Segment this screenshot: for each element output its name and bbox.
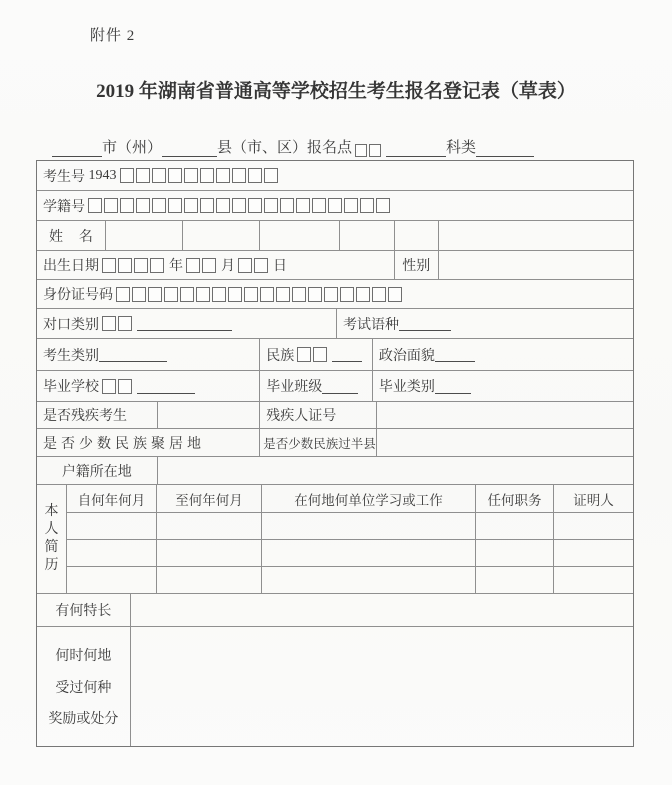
minority-half-county-label-cell: [259, 429, 376, 456]
awards-entry-cell: [130, 627, 633, 746]
attachment-label: 附件 2: [90, 28, 136, 44]
form-title: 2019 年湖南省普通高等学校招生考生报名登记表（草表）: [96, 81, 576, 102]
id-card-boxes: [116, 287, 404, 302]
id-card-cell: [37, 280, 633, 308]
graduate-type-cell: [372, 371, 633, 401]
digit-box: [369, 144, 381, 157]
birthdate-cell: [37, 251, 394, 279]
minority-area-label-cell: [37, 429, 259, 456]
resume-empty-cell: [475, 567, 553, 593]
ethnicity-label: 民族: [266, 348, 295, 364]
gender-label-cell: [394, 251, 438, 279]
digit-box: [344, 198, 358, 213]
digit-box: [134, 258, 148, 273]
awards-label-line: 何时何地: [55, 648, 112, 664]
digit-box: [355, 144, 367, 157]
resume-section: [37, 484, 633, 593]
digit-box: [168, 168, 182, 183]
digit-box: [184, 168, 198, 183]
resume-col-position: 任何职务: [475, 485, 553, 512]
minority-entry-cell: [376, 429, 633, 456]
digit-box: [372, 287, 386, 302]
digit-box: [120, 168, 134, 183]
digit-box: [232, 168, 246, 183]
resume-empty-cell: [261, 513, 475, 539]
name-label-char2: 名: [78, 229, 93, 245]
digit-box: [296, 198, 310, 213]
city-label: 市（州）: [102, 140, 163, 156]
digit-box: [216, 198, 230, 213]
subject-category-label: 科类: [446, 140, 477, 156]
resume-empty-cell: [553, 567, 633, 593]
graduate-school-cell: [37, 371, 259, 401]
awards-label-cell: [37, 627, 130, 746]
disability-cert-entry-cell: [376, 402, 633, 428]
city-blank-underline: [52, 142, 102, 157]
digit-box: [313, 347, 327, 362]
candidate-number-prefix: 1943: [88, 167, 117, 183]
name-entry-cell: [438, 221, 633, 250]
duikou-language-row: [37, 308, 633, 338]
county-blank-underline: [162, 142, 217, 157]
id-card-label: 身份证号码: [43, 288, 113, 303]
candidate-type-underline: [99, 347, 167, 362]
disability-entry-cell: [157, 402, 260, 428]
digit-box: [324, 287, 338, 302]
digit-box: [292, 287, 306, 302]
graduate-class-underline: [322, 379, 358, 394]
digit-box: [200, 168, 214, 183]
resume-col-witness: 证明人: [553, 485, 633, 512]
resume-empty-cell: [475, 513, 553, 539]
digit-box: [104, 198, 118, 213]
graduate-school-boxes: [102, 379, 134, 394]
resume-empty-cell: [261, 540, 475, 566]
digit-box: [254, 258, 268, 273]
ethnicity-underline: [332, 347, 362, 362]
candidate-number-cell: [37, 161, 633, 190]
graduate-school-label: 毕业学校: [43, 380, 99, 395]
resume-empty-cell: [66, 567, 156, 593]
digit-box: [118, 316, 132, 331]
resume-empty-cell: [553, 513, 633, 539]
resume-side-char: 历: [44, 558, 59, 573]
digit-box: [248, 198, 262, 213]
digit-box: [150, 258, 164, 273]
digit-box: [102, 258, 116, 273]
resume-empty-row: [66, 539, 633, 566]
birth-day-boxes: [238, 258, 270, 273]
resume-empty-cell: [156, 567, 261, 593]
ethnicity-boxes: [297, 347, 329, 362]
digit-box: [184, 198, 198, 213]
digit-box: [180, 287, 194, 302]
residence-label-cell: [37, 457, 157, 484]
ethnicity-cell: [259, 339, 372, 370]
subject-blank-underline: [476, 142, 534, 157]
location-fill-in-line: [52, 136, 627, 157]
minority-row: [37, 428, 633, 456]
awards-row: [37, 626, 633, 746]
digit-box: [356, 287, 370, 302]
digit-box: [152, 168, 166, 183]
id-card-row: [37, 279, 633, 308]
registration-table: [36, 160, 634, 747]
digit-box: [102, 316, 116, 331]
resume-col-from: 自何年何月: [66, 485, 156, 512]
specialty-label-cell: [37, 594, 130, 626]
resume-empty-cell: [156, 540, 261, 566]
duikou-blank-underline: [137, 316, 232, 331]
disability-cert-label: 残疾人证号: [266, 409, 337, 424]
resume-col-to: 至何年何月: [156, 485, 261, 512]
candidate-type-cell: [37, 339, 259, 370]
digit-box: [148, 287, 162, 302]
disability-label: 是否残疾考生: [43, 409, 127, 424]
name-entry-cell: [259, 221, 339, 250]
disability-cert-label-cell: [259, 402, 376, 428]
candidate-number-row: [37, 161, 633, 190]
digit-box: [186, 258, 200, 273]
birthdate-gender-row: [37, 250, 633, 279]
student-number-boxes: [88, 198, 392, 213]
digit-box: [88, 198, 102, 213]
awards-label-line: 奖励或处分: [48, 712, 119, 728]
duikou-category-label: 对口类别: [43, 317, 99, 333]
graduate-school-row: [37, 370, 633, 401]
name-entry-cell: [394, 221, 438, 250]
resume-side-label: [37, 485, 66, 593]
graduate-class-label: 毕业班级: [266, 380, 323, 395]
minority-area-label: 是否少数民族聚居地: [43, 436, 205, 452]
name-row: [37, 220, 633, 250]
resume-side-char: 简: [44, 540, 59, 555]
county-label: 县（市、区）报名点: [217, 140, 353, 156]
resume-header-row: [66, 485, 633, 512]
digit-box: [168, 198, 182, 213]
political-status-label: 政治面貌: [378, 348, 435, 364]
graduate-class-cell: [259, 371, 372, 401]
disability-label-cell: [37, 402, 157, 428]
digit-box: [116, 287, 130, 302]
gender-label: 性别: [402, 259, 431, 274]
birth-year-boxes: [102, 258, 166, 273]
graduate-school-underline: [137, 379, 195, 394]
resume-side-char: 本: [44, 504, 59, 519]
digit-box: [212, 287, 226, 302]
exam-language-label: 考试语种: [343, 317, 399, 333]
digit-box: [297, 347, 311, 362]
digit-box: [238, 258, 252, 273]
political-status-cell: [372, 339, 633, 370]
graduate-type-underline: [435, 379, 471, 394]
disability-row: [37, 401, 633, 428]
awards-label-line: 受过何种: [55, 680, 112, 696]
digit-box: [376, 198, 390, 213]
digit-box: [202, 258, 216, 273]
registration-point-boxes: [355, 144, 383, 157]
name-label-cell: [37, 221, 105, 250]
name-entry-cell: [339, 221, 394, 250]
student-number-cell: [37, 191, 633, 220]
digit-box: [328, 198, 342, 213]
digit-box: [264, 168, 278, 183]
year-unit-label: 年: [169, 259, 183, 274]
digit-box: [276, 287, 290, 302]
resume-empty-cell: [261, 567, 475, 593]
digit-box: [196, 287, 210, 302]
digit-box: [136, 198, 150, 213]
gender-entry-cell: [438, 251, 633, 279]
month-unit-label: 月: [221, 259, 235, 274]
birth-month-boxes: [186, 258, 218, 273]
digit-box: [164, 287, 178, 302]
digit-box: [118, 258, 132, 273]
digit-box: [152, 198, 166, 213]
resume-empty-row: [66, 512, 633, 539]
resume-table: [66, 485, 633, 593]
digit-box: [312, 198, 326, 213]
resume-empty-cell: [475, 540, 553, 566]
digit-box: [388, 287, 402, 302]
digit-box: [260, 287, 274, 302]
residence-label: 户籍所在地: [61, 464, 132, 480]
graduate-type-label: 毕业类别: [378, 380, 435, 395]
name-label-char1: 姓: [49, 229, 63, 245]
digit-box: [136, 168, 150, 183]
name-entry-cell: [182, 221, 260, 250]
candidate-number-label: 考生号: [43, 169, 85, 185]
residence-row: [37, 456, 633, 484]
digit-box: [264, 198, 278, 213]
duikou-category-boxes: [102, 316, 134, 331]
digit-box: [228, 287, 242, 302]
digit-box: [118, 379, 132, 394]
day-unit-label: 日: [273, 259, 287, 274]
resume-col-place: 在何地何单位学习或工作: [261, 485, 475, 512]
digit-box: [120, 198, 134, 213]
specialty-entry-cell: [130, 594, 633, 626]
digit-box: [216, 168, 230, 183]
resume-side-char: 人: [44, 522, 59, 537]
candidate-number-boxes: [120, 168, 280, 183]
resume-empty-row: [66, 566, 633, 593]
minority-half-county-label: 是否少数民族过半县: [263, 436, 376, 451]
student-number-label: 学籍号: [43, 199, 85, 215]
digit-box: [280, 198, 294, 213]
birthdate-label: 出生日期: [43, 259, 99, 274]
digit-box: [360, 198, 374, 213]
digit-box: [244, 287, 258, 302]
specialty-label: 有何特长: [55, 604, 112, 619]
specialty-row: [37, 593, 633, 626]
resume-empty-cell: [553, 540, 633, 566]
digit-box: [232, 198, 246, 213]
duikou-category-cell: [37, 309, 336, 338]
resume-empty-cell: [66, 540, 156, 566]
exam-language-underline: [399, 316, 451, 331]
political-status-underline: [435, 347, 475, 362]
resume-empty-cell: [156, 513, 261, 539]
name-entry-cell: [105, 221, 182, 250]
exam-language-cell: [336, 309, 633, 338]
student-number-row: [37, 190, 633, 220]
residence-entry-cell: [157, 457, 633, 484]
candidate-type-label: 考生类别: [43, 348, 99, 364]
digit-box: [102, 379, 116, 394]
digit-box: [248, 168, 262, 183]
reg-point-blank-underline: [386, 142, 446, 157]
digit-box: [132, 287, 146, 302]
digit-box: [340, 287, 354, 302]
candidate-type-row: [37, 338, 633, 370]
digit-box: [200, 198, 214, 213]
resume-empty-cell: [66, 513, 156, 539]
digit-box: [308, 287, 322, 302]
